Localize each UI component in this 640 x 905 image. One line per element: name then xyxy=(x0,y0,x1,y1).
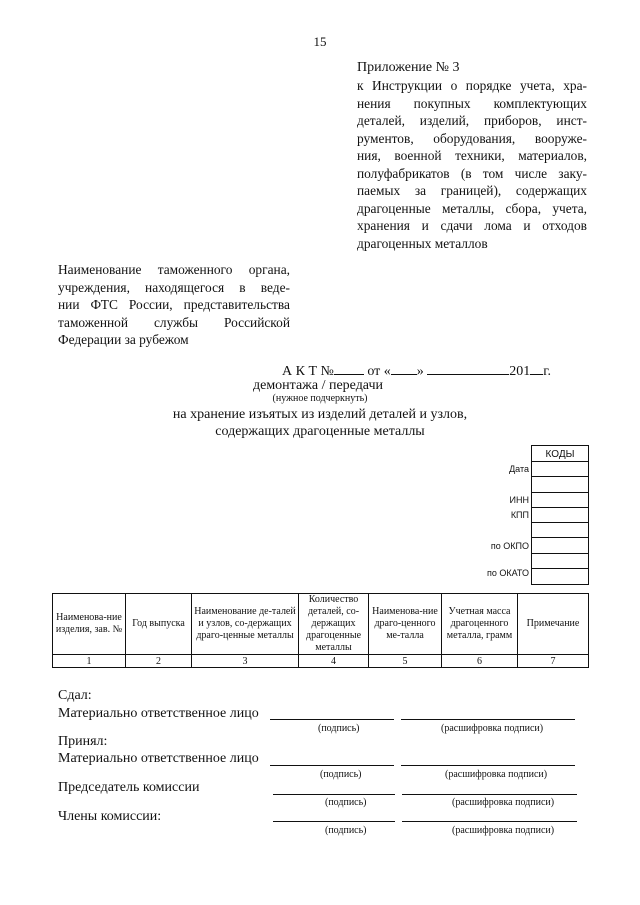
codes-label-okpo: по ОКПО xyxy=(490,541,529,551)
organization-line: таможенной службы Российской xyxy=(58,314,290,330)
column-number: 7 xyxy=(518,655,589,668)
signature-line-1[interactable] xyxy=(270,719,394,720)
act-subject xyxy=(0,406,640,440)
code-cell-okato[interactable] xyxy=(532,569,588,584)
act-type-note: (нужное подчеркнуть) xyxy=(272,393,368,404)
act-subject-line: содержащих драгоценные металлы xyxy=(215,424,425,439)
appendix-line: рументов, оборудования, вооруже- xyxy=(357,130,587,146)
code-cell-date[interactable] xyxy=(532,462,588,477)
table-header-cell: Наименова-ние драго-ценного ме-талла xyxy=(369,594,442,655)
column-number: 4 xyxy=(299,655,369,668)
codes-label-kpp: КПП xyxy=(510,510,529,520)
table-header-cell: Примечание xyxy=(518,594,589,655)
podpis-caption-4: (подпись) xyxy=(325,825,367,836)
codes-header: КОДЫ xyxy=(531,445,589,462)
rasshifrovka-caption-1: (расшифровка подписи) xyxy=(441,723,544,734)
column-number: 2 xyxy=(126,655,192,668)
members-label: Члены комиссии: xyxy=(58,809,162,824)
mol-label-1: Материально ответственное лицо xyxy=(58,706,259,721)
appendix-line: к Инструкции о порядке учета, хра- xyxy=(357,78,587,93)
column-number: 1 xyxy=(53,655,126,668)
organization-line: Федерации за рубежом xyxy=(58,332,189,347)
signature-line-2[interactable] xyxy=(270,765,394,766)
table-header-cell: Учетная масса драгоценного металла, грамм xyxy=(442,594,518,655)
appendix-line: ния, военной техники, материалов, xyxy=(357,148,587,163)
signature-line-4[interactable] xyxy=(273,821,395,822)
appendix-body xyxy=(357,77,587,252)
signature-decode-line-3[interactable] xyxy=(402,794,577,795)
signature-decode-line-4[interactable] xyxy=(402,821,577,822)
table-header-cell: Количество деталей, со-держащих драгоценные металлы xyxy=(299,594,369,655)
organization-line: учреждения, находящегося в веде- xyxy=(58,279,290,295)
act-type xyxy=(0,378,640,394)
code-cell-okpo[interactable] xyxy=(532,554,588,569)
column-number: 3 xyxy=(192,655,299,668)
chairman-label: Председатель комиссии xyxy=(58,780,200,795)
act-year: 201 xyxy=(509,364,531,379)
table-header-row xyxy=(53,594,589,655)
appendix-line: драгоценные металлы, сбора, учета, xyxy=(357,200,587,216)
code-cell[interactable] xyxy=(532,523,588,538)
signature-decode-line-2[interactable] xyxy=(401,765,575,766)
act-day-field[interactable] xyxy=(391,362,417,375)
table-number-row xyxy=(53,655,589,668)
codes-label-okato: по ОКАТО xyxy=(486,568,529,578)
appendix-line: деталей, изделий, приборов, инст- xyxy=(357,113,587,128)
column-number: 5 xyxy=(369,655,442,668)
organization-line: Наименование таможенного органа, xyxy=(58,262,290,277)
appendix-title: Приложение № 3 xyxy=(357,60,460,75)
items-table xyxy=(52,593,589,668)
appendix-line: хранения и сдачи лома и отходов xyxy=(357,218,587,233)
table-header-cell: Год выпуска xyxy=(126,594,192,655)
table-header-cell: Наименова-ние изделия, зав. № xyxy=(53,594,126,655)
appendix-line: паемых за границей), содержащих xyxy=(357,183,587,198)
podpis-caption-2: (подпись) xyxy=(320,769,362,780)
act-year-suffix: г. xyxy=(543,364,551,379)
organization-line: нии ФТС России, представительства xyxy=(58,297,290,312)
act-type-text: демонтажа / передачи xyxy=(252,378,383,393)
table-header-cell: Наименование де-талей и узлов, со-держащих драго-ценные металлы xyxy=(192,594,299,655)
code-cell[interactable] xyxy=(532,477,588,492)
signature-decode-line-1[interactable] xyxy=(401,719,575,720)
act-number-field[interactable] xyxy=(334,362,364,375)
act-close-quote: » xyxy=(416,364,424,379)
podpis-caption-3: (подпись) xyxy=(325,797,367,808)
organization-name xyxy=(58,261,290,349)
signature-line-3[interactable] xyxy=(273,794,395,795)
act-month-field[interactable] xyxy=(427,362,509,375)
codes-box xyxy=(531,461,589,585)
sdal-label: Сдал: xyxy=(58,688,92,703)
codes-label-date: Дата xyxy=(509,464,529,474)
code-cell[interactable] xyxy=(532,538,588,553)
appendix-line: драгоценных металлов xyxy=(357,235,488,251)
act-subject-line: на хранение изъятых из изделий деталей и узлов, xyxy=(172,407,468,422)
column-number: 6 xyxy=(442,655,518,668)
rasshifrovka-caption-4: (расшифровка подписи) xyxy=(452,825,555,836)
code-cell-kpp[interactable] xyxy=(532,508,588,523)
mol-label-2: Материально ответственное лицо xyxy=(58,751,259,766)
appendix-line: полуфабрикатов (в том числе заку- xyxy=(357,165,587,181)
codes-label-inn: ИНН xyxy=(509,495,529,505)
prinyal-label: Принял: xyxy=(58,734,108,749)
act-year-field[interactable] xyxy=(530,362,543,375)
act-ot: от « xyxy=(367,364,391,379)
appendix-line: нения покупных комплектующих xyxy=(357,95,587,111)
act-prefix: А К Т № xyxy=(282,364,334,379)
podpis-caption-1: (подпись) xyxy=(318,723,360,734)
rasshifrovka-caption-2: (расшифровка подписи) xyxy=(445,769,548,780)
page-number: 15 xyxy=(313,34,327,49)
rasshifrovka-caption-3: (расшифровка подписи) xyxy=(452,797,555,808)
code-cell-inn[interactable] xyxy=(532,493,588,508)
